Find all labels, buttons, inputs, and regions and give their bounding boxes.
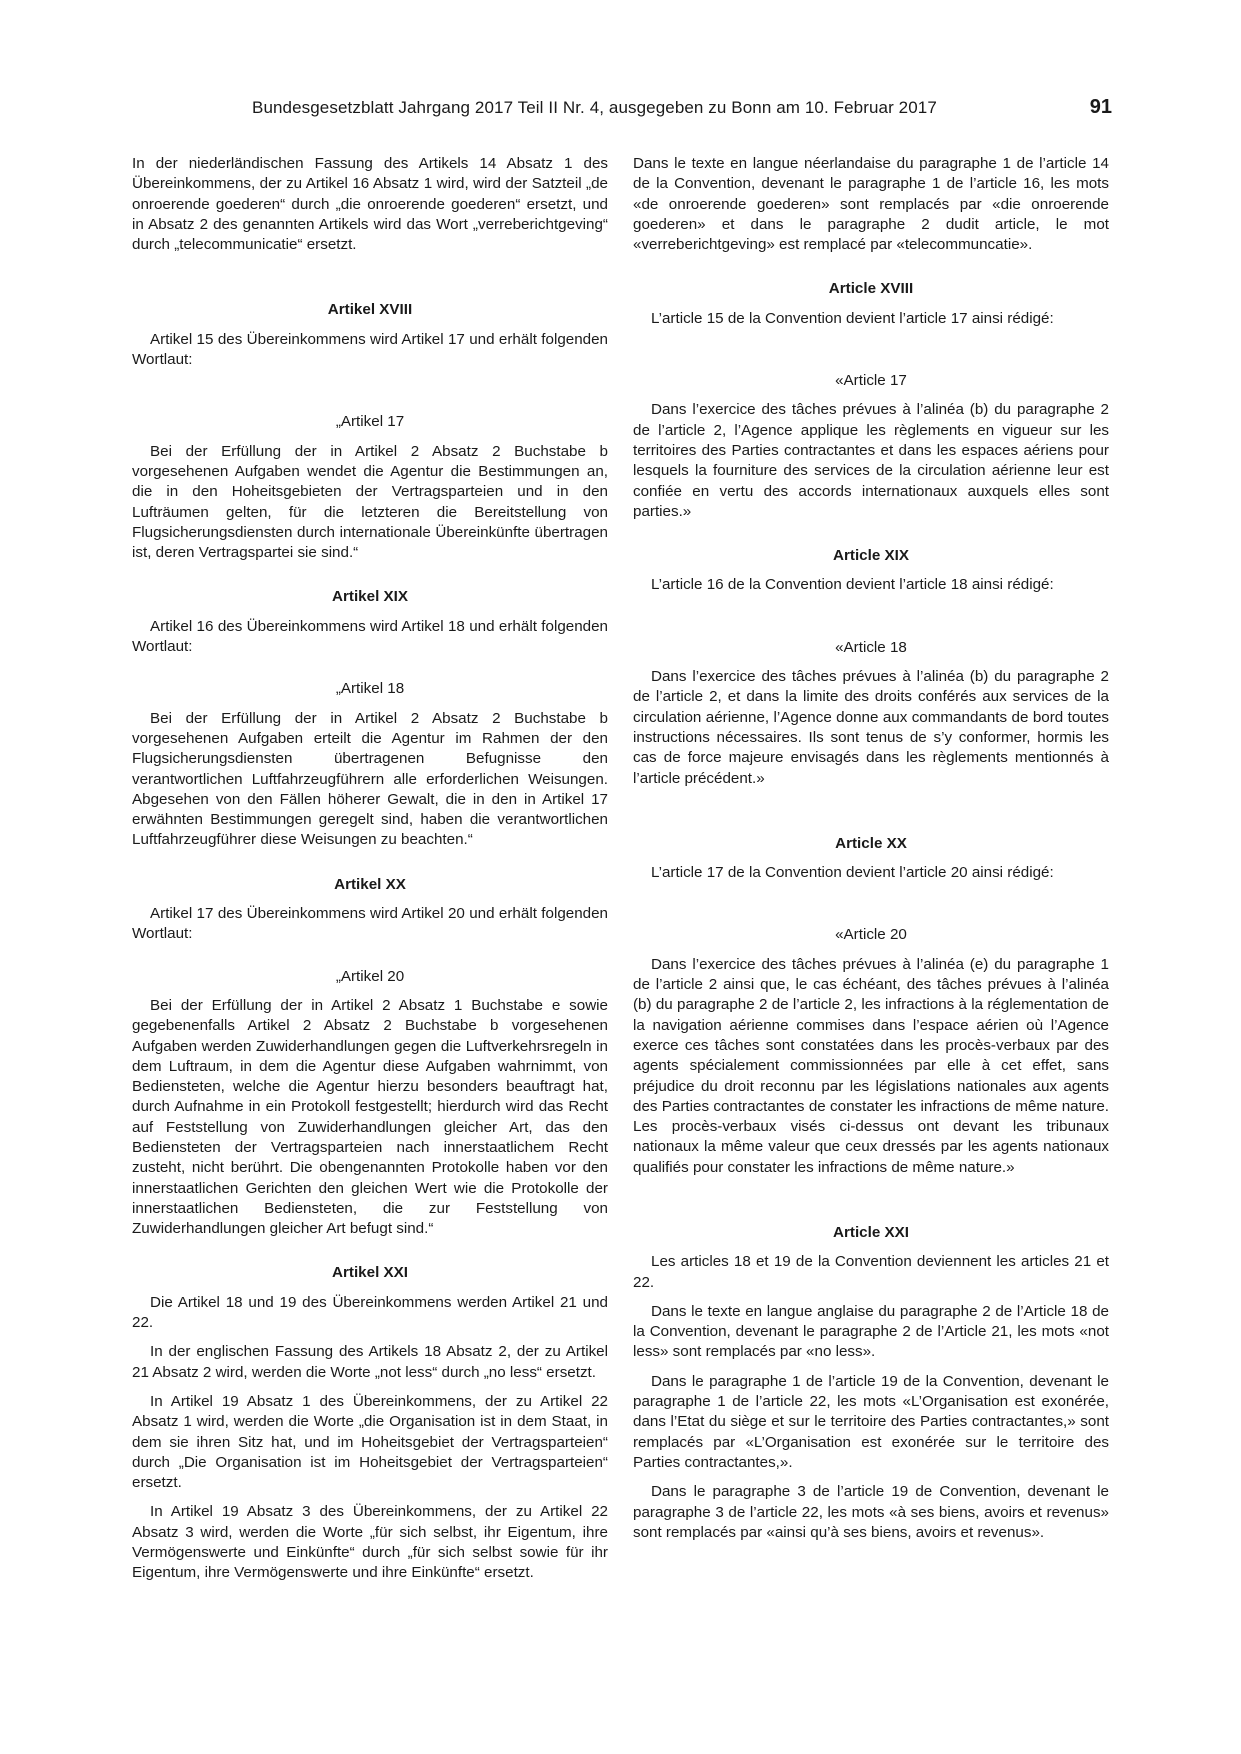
article-heading: Artikel XIX xyxy=(332,588,408,606)
article-heading: Artikel XX xyxy=(334,875,406,893)
article-heading: Artikel XVIII xyxy=(327,301,413,319)
intro-paragraph: Dans le texte en langue néerlandaise du paragraphe 1 de l’article 14 de la Convention, devenant le paragraphe 1 de l’article 16, les mots «de onroerende goederen» sont remplacés par «die onroerende goederen» et dans le paragraphe 2 dudit article, le mot «verreberichtgeving» est remplacé par «telecommuncatie». xyxy=(633,155,1109,254)
article-heading: Article XXI xyxy=(833,1223,909,1241)
quoted-article-text: Bei der Erfüllung der in Artikel 2 Absatz 1 Buchstabe e sowie gegebenenfalls Artikel 2 Absatz 2 Buchstabe b vorgesehenen Aufgaben werden Zuwiderhandlungen gegen die Luftverkehrsregeln in dem Luftraum, in dem die Agentur diese Aufgaben wahrnimmt, von Bediensteten, welche die Agentur hierzu besonders beauftragt hat, durch Aufnahme in ein Protokoll festgestellt; hierdurch wird das Recht auf Feststellung von Zuwiderhandlungen gleicher Art, das den Bediensteten der Vertragsparteien nach innerstaatlichem Recht zusteht, nicht berührt. Die obengenannten Protokolle haben vor den innerstaatlichen Gerichten den gleichen Wert wie die Protokolle der innerstaatlichen Bediensteten, die zur Feststellung von Zuwiderhandlungen gleicher Art befugt sind.“ xyxy=(132,996,608,1238)
article-paragraph: Die Artikel 18 und 19 des Übereinkommens werden Artikel 21 und 22. xyxy=(132,1293,608,1332)
article-heading: Article XVIII xyxy=(828,280,914,298)
french-column xyxy=(633,154,1109,1543)
quoted-article-title: «Article 18 xyxy=(835,638,907,656)
quoted-article-text: Dans l’exercice des tâches prévues à l’alinéa (e) du paragraphe 1 de l’article 2 ainsi que, le cas échéant, des tâches prévues à l’alinéa (b) du paragraphe 2 de l’article 2, les infractions à la réglementation de la navigation aérienne commises dans l’espace aérien où l’Agence exerce ces tâches sont constatées dans les procès-verbaux par des agents spécialement commissionnées par elle à cet effet, sans préjudice du droit reconnu par les législations nationales aux agents des Parties contractantes de constater les infractions de même nature. Les procès-verbaux visés ci-dessus ont devant les tribunaux nationaux la même valeur que ceux dressés par les agents nationaux qualifiés pour constater les infractions de même nature.» xyxy=(633,955,1109,1176)
quoted-article-title: „Artikel 20 xyxy=(335,967,405,985)
article-heading: Article XIX xyxy=(833,547,909,565)
article-paragraph: Dans le paragraphe 1 de l’article 19 de la Convention, devenant le paragraphe 1 de l’article 22, les mots «L’Organisation est exonérée, dans l’Etat du siège et sur le territoire des Parties contractantes,» sont remplacés par «L’Organisation est exonérée sur le territoire des Parties contractantes,». xyxy=(633,1372,1109,1471)
quoted-article-text: Bei der Erfüllung der in Artikel 2 Absatz 2 Buchstabe b vorgesehenen Aufgaben wendet die Agentur die Bestimmungen an, die in den Hoheitsgebieten der Vertragsparteien und in den Lufträumen gelten, für die letzteren die Bereitstellung von Flugsicherungsdiensten durch internationale Übereinkünfte übertragen ist, deren Vertragspartei sie sind.“ xyxy=(132,442,608,562)
quoted-article-text: Dans l’exercice des tâches prévues à l’alinéa (b) du paragraphe 2 de l’article 2, et dans la limite des droits conférés aux services de la circulation aérienne, l’Agence donne aux commandants de bord toutes instructions nécessaires. Ils sont tenus de s’y conformer, hormis les cas de force majeure envisagés dans les règlements mentionnés à l’article précédent.» xyxy=(633,668,1109,787)
quoted-article-text: Dans l’exercice des tâches prévues à l’alinéa (b) du paragraphe 2 de l’article 2, l’Agence applique les règlements en vigueur sur les territoires des Parties contractantes et dans les espaces aériens pour lesquels la fourniture des services de la circulation aérienne leur est confiée en vertu des accords internationaux auxquels elles sont parties.» xyxy=(633,401,1109,520)
article-heading: Article XX xyxy=(835,834,907,852)
article-text: L’article 15 de la Convention devient l’article 17 ainsi rédigé: xyxy=(651,309,1054,327)
article-text: Artikel 15 des Übereinkommens wird Artikel 17 und erhält folgenden Wortlaut: xyxy=(132,330,608,369)
article-text: Artikel 17 des Übereinkommens wird Artikel 20 und erhält folgenden Wortlaut: xyxy=(132,905,608,943)
header-title: Bundesgesetzblatt Jahrgang 2017 Teil II Nr. 4, ausgegeben zu Bonn am 10. Februar 2017 xyxy=(252,98,937,117)
article-text: L’article 17 de la Convention devient l’article 20 ainsi rédigé: xyxy=(651,864,1054,882)
article-paragraph: Les articles 18 et 19 de la Convention deviennent les articles 21 et 22. xyxy=(633,1253,1109,1291)
page-number: 91 xyxy=(1089,96,1112,118)
quoted-article-title: „Artikel 17 xyxy=(335,413,405,431)
page-header xyxy=(132,98,1112,128)
article-paragraph: In Artikel 19 Absatz 1 des Übereinkommens, der zu Artikel 22 Absatz 1 wird, werden die Worte „die Organisation ist in dem Staat, in dem sie ihren Sitz hat, und im Hoheitsgebiet der Vertragsparteien“ durch „Die Organisation ist im Hoheitsgebiet der Vertragsparteien“ ersetzt. xyxy=(132,1392,608,1492)
quoted-article-title: «Article 20 xyxy=(835,926,907,944)
article-text: L’article 16 de la Convention devient l’article 18 ainsi rédigé: xyxy=(651,576,1054,594)
article-paragraph: Dans le texte en langue anglaise du paragraphe 2 de l’Article 18 de la Convention, devenant le paragraphe 2 de l’Article 21, les mots «not less» sont remplacés par «no less». xyxy=(633,1302,1109,1361)
article-text: Artikel 16 des Übereinkommens wird Artikel 18 und erhält folgenden Wortlaut: xyxy=(132,617,608,656)
quoted-article-text: Bei der Erfüllung der in Artikel 2 Absatz 2 Buchstabe b vorgesehenen Aufgaben erteilt die Agentur im Rahmen der den Flugsicherungsdiensten übertragenen Befugnisse den verantwortlichen Luftfahrzeugführern alle erforderlichen Weisungen. Abgesehen von den Fällen höherer Gewalt, die in den in Artikel 17 erwähnten Bestimmungen geregelt sind, haben die verantwortlichen Luftfahrzeugführer diese Weisungen zu beachten.“ xyxy=(132,709,608,849)
quoted-article-title: «Article 17 xyxy=(835,372,907,390)
article-paragraph: Dans le paragraphe 3 de l’article 19 de Convention, devenant le paragraphe 3 de l’article 22, les mots «à ses biens, avoirs et revenus» sont remplacés par «ainsi qu’à ses biens, avoirs et revenus». xyxy=(633,1483,1109,1541)
quoted-article-title: „Artikel 18 xyxy=(335,680,405,698)
german-column xyxy=(132,154,608,1584)
article-heading: Artikel XXI xyxy=(332,1264,408,1282)
article-paragraph: In Artikel 19 Absatz 3 des Übereinkommens, der zu Artikel 22 Absatz 3 wird, werden die Worte „für sich selbst, ihr Eigentum, ihre Vermögenswerte und Einkünfte“ durch „für sich selbst sowie für ihr Eigentum, ihre Vermögenswerte und ihre Einkünfte“ ersetzt. xyxy=(132,1503,608,1582)
intro-paragraph: In der niederländischen Fassung des Artikels 14 Absatz 1 des Übereinkommens, der zu Artikel 16 Absatz 1 wird, wird der Satzteil „de onroerende goederen“ durch „die onroerende goederen“ ersetzt, und in Absatz 2 des genannten Artikels wird das Wort „verreberichtgeving“ durch „telecommunicatie“ ersetzt. xyxy=(132,155,608,254)
article-paragraph: In der englischen Fassung des Artikels 18 Absatz 2, der zu Artikel 21 Absatz 2 wird, werden die Worte „not less“ durch „no less“ ersetzt. xyxy=(132,1343,608,1381)
